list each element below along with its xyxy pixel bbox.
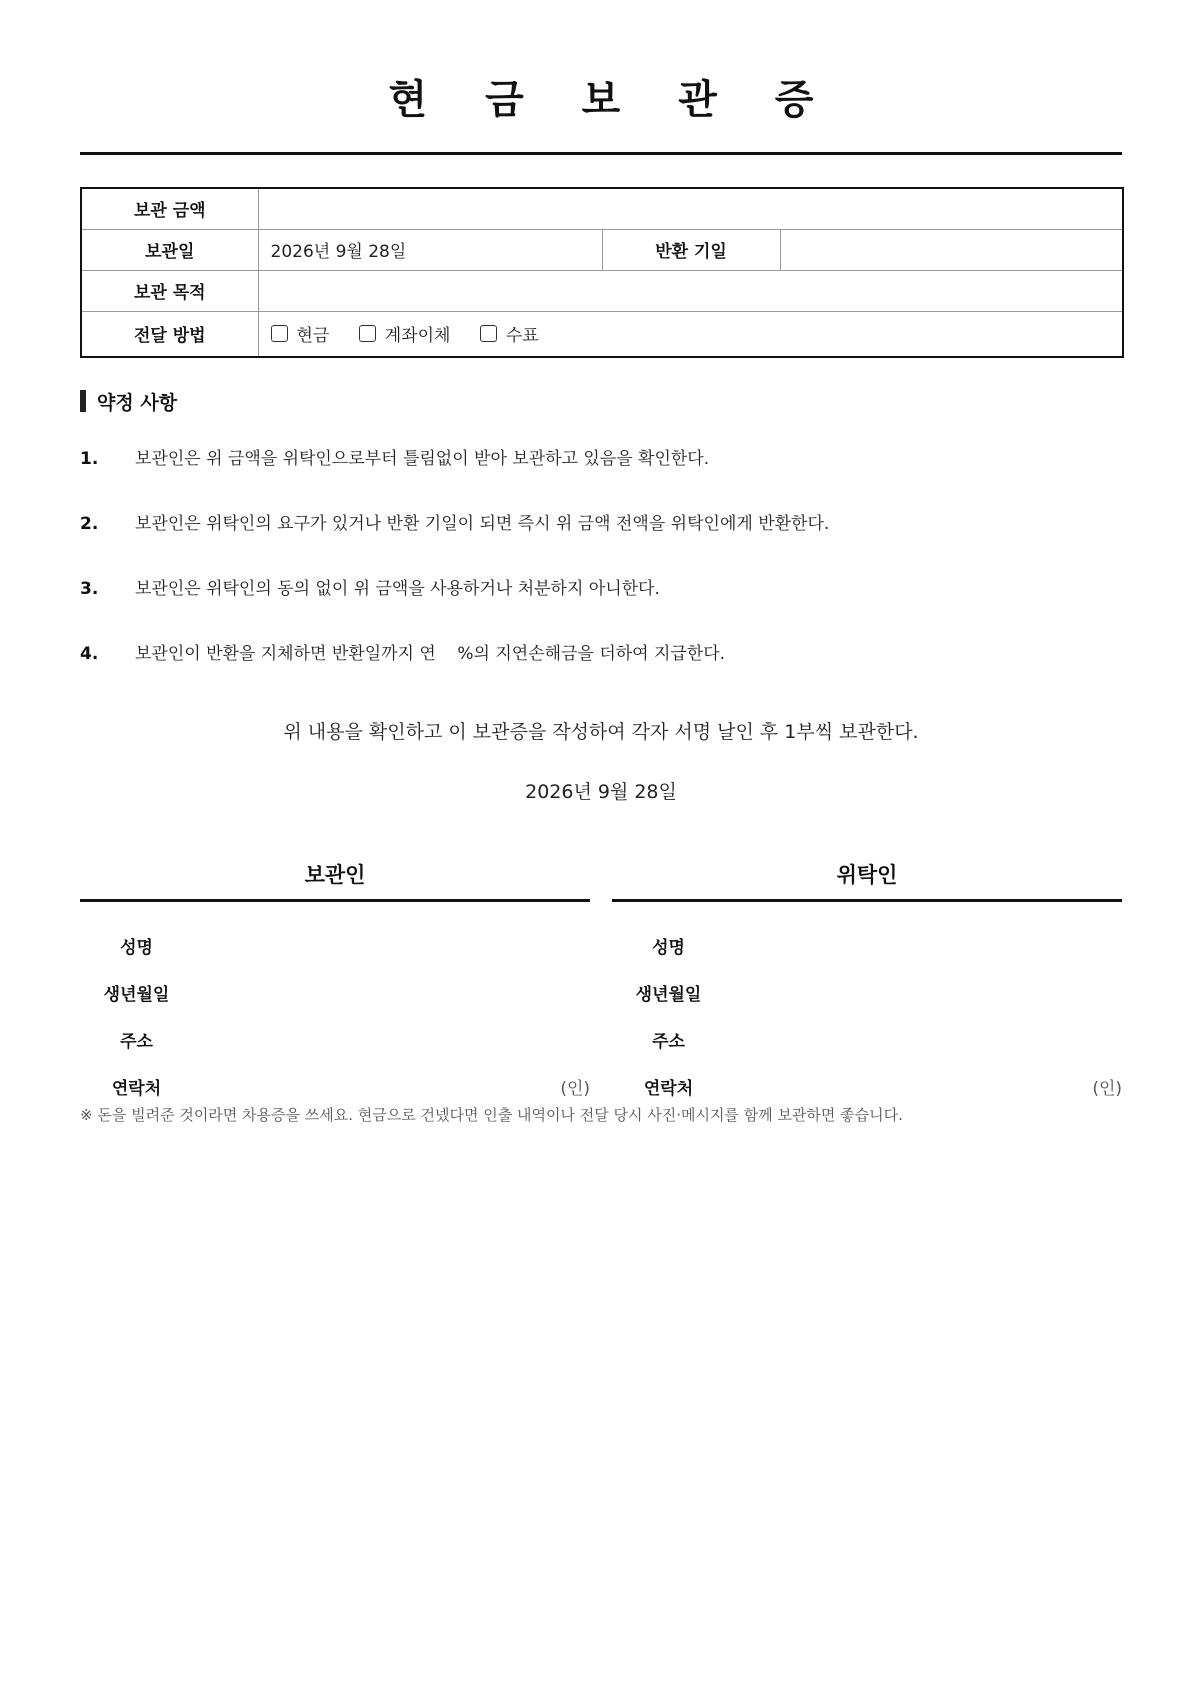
clause-text: 보관인은 위탁인의 동의 없이 위 금액을 사용하거나 처분하지 아니한다. [135, 579, 660, 599]
terms-heading [80, 388, 177, 414]
clause-item [80, 642, 1122, 666]
signing-date: 2026년 9월 28일 [525, 781, 677, 803]
method-option-label: 계좌이체 [384, 325, 451, 346]
depositor-contact-row[interactable] [612, 1063, 1122, 1110]
deposit-date-field[interactable]: 2026년 9월 28일 [258, 229, 602, 270]
method-option-transfer[interactable] [359, 321, 451, 346]
depositor-name-label: 성명 [652, 938, 685, 958]
keeper-address-label: 주소 [120, 1032, 153, 1052]
purpose-field[interactable] [258, 270, 1123, 311]
checkbox-icon[interactable] [480, 325, 497, 342]
clause-item [80, 512, 1122, 536]
checkbox-icon[interactable] [271, 325, 288, 342]
keeper-name-label: 성명 [120, 938, 153, 958]
clause-number: 4. [80, 644, 99, 664]
keeper-name-row[interactable] [80, 922, 590, 969]
keeper-address-row[interactable] [80, 1016, 590, 1063]
return-date-label: 반환 기일 [602, 229, 780, 270]
depositor-section [612, 855, 1122, 1110]
keeper-birth-row[interactable] [80, 969, 590, 1016]
confirmation-text: 위 내용을 확인하고 이 보관증을 작성하여 각자 서명 날인 후 1부씩 보관한다. [283, 721, 919, 743]
depositor-seal-mark: (인) [1092, 1079, 1122, 1099]
depositor-divider [612, 899, 1122, 902]
clause-item [80, 577, 1122, 601]
clause-text: 보관인은 위 금액을 위탁인으로부터 틀림없이 받아 보관하고 있음을 확인한다. [135, 449, 710, 469]
clause-text: 보관인은 위탁인의 요구가 있거나 반환 기일이 되면 즉시 위 금액 전액을 위탁인에게 반환한다. [135, 514, 830, 534]
depositor-address-label: 주소 [652, 1032, 685, 1052]
keeper-contact-label: 연락처 [111, 1079, 162, 1099]
keeper-contact-row[interactable] [80, 1063, 590, 1110]
delivery-method-options [258, 311, 1123, 357]
delivery-method-label: 전달 방법 [81, 311, 258, 357]
depositor-address-row[interactable] [612, 1016, 1122, 1063]
method-option-cash[interactable] [271, 321, 330, 346]
deposit-info-table [80, 187, 1124, 358]
method-option-label: 현금 [296, 325, 330, 346]
checkbox-icon[interactable] [359, 325, 376, 342]
section-bar-icon [80, 390, 86, 412]
keeper-section [80, 855, 590, 1110]
keeper-divider [80, 899, 590, 902]
document-title: 현 금 보 관 증 [388, 77, 836, 123]
clause-text: 보관인이 반환을 지체하면 반환일까지 연 %의 지연손해금을 더하여 지급한다. [135, 644, 726, 664]
clause-number: 3. [80, 579, 99, 599]
purpose-label: 보관 목적 [81, 270, 258, 311]
document-page [80, 0, 1122, 1697]
method-option-check[interactable] [480, 321, 539, 346]
method-option-label: 수표 [505, 325, 539, 346]
clause-number: 1. [80, 449, 99, 469]
depositor-contact-label: 연락처 [643, 1079, 694, 1099]
depositor-name-row[interactable] [612, 922, 1122, 969]
deposit-date-label: 보관일 [81, 229, 258, 270]
keeper-birth-label: 생년월일 [103, 985, 170, 1005]
clause-number: 2. [80, 514, 99, 534]
amount-field[interactable] [258, 188, 1123, 229]
footnote: ※ 돈을 빌려준 것이라면 차용증을 쓰세요. 현금으로 건넸다면 인출 내역이나 전달 당시 사진·메시지를 함께 보관하면 좋습니다. [80, 1106, 903, 1124]
depositor-birth-row[interactable] [612, 969, 1122, 1016]
terms-heading-text: 약정 사항 [97, 391, 178, 414]
clause-item [80, 447, 1122, 471]
keeper-heading: 보관인 [304, 863, 366, 887]
amount-label: 보관 금액 [81, 188, 258, 229]
depositor-birth-label: 생년월일 [635, 985, 702, 1005]
depositor-heading: 위탁인 [836, 863, 898, 887]
keeper-seal-mark: (인) [560, 1079, 590, 1099]
title-divider [80, 152, 1122, 155]
return-date-field[interactable] [780, 229, 1123, 270]
